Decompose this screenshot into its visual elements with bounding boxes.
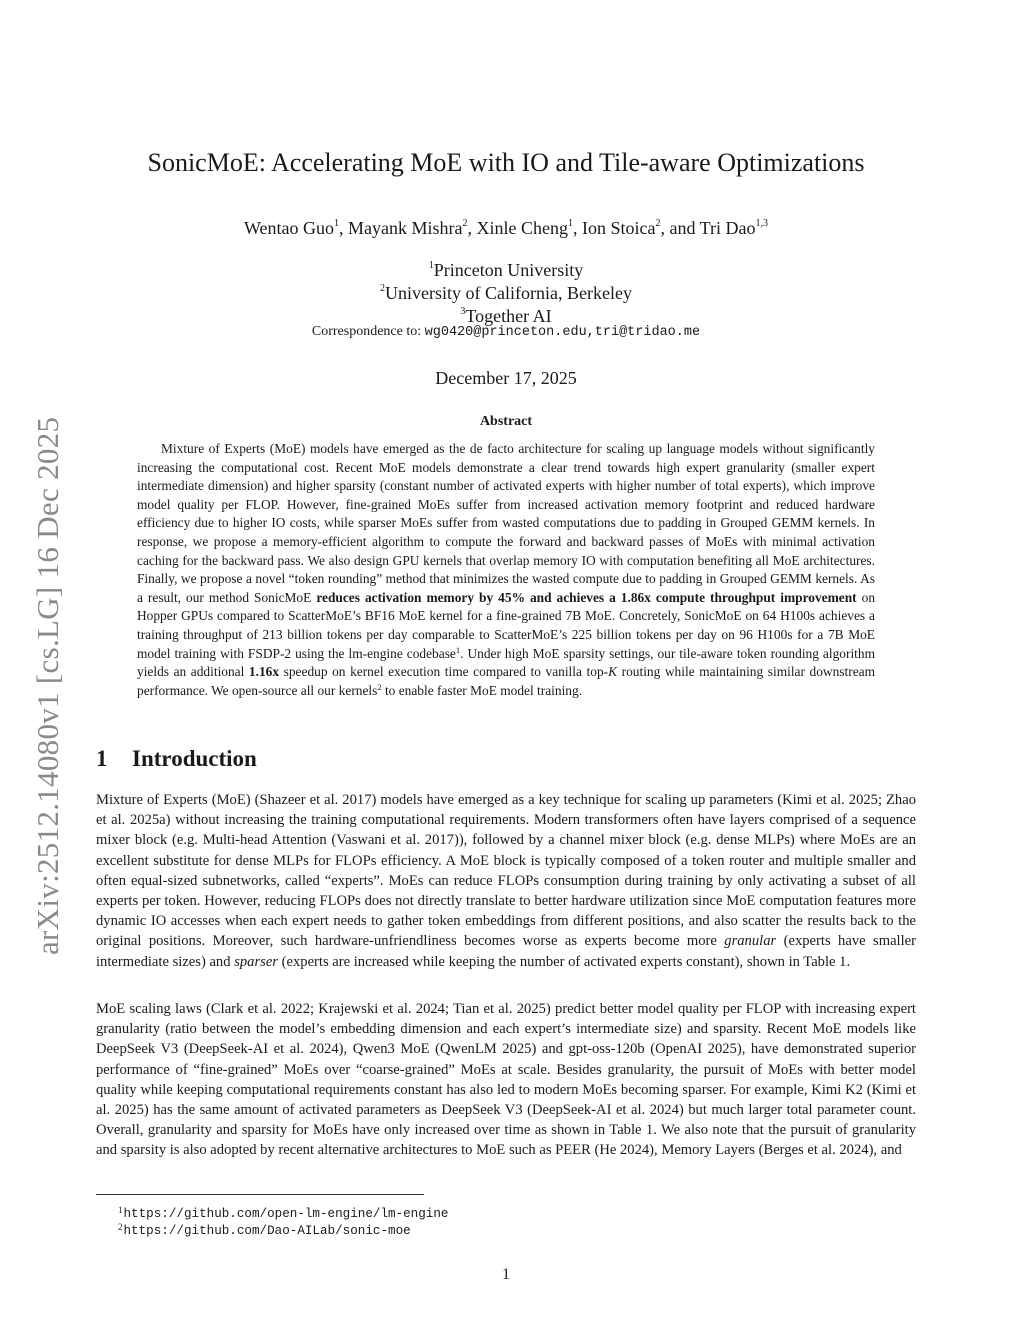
author-name: Tri Dao — [699, 218, 756, 238]
abstract-text: speedup on kernel execution time compared to vanilla top- — [279, 664, 609, 680]
author-name: Xinle Cheng — [476, 218, 568, 238]
abstract-text: . Under high MoE sparsity settings, our tile-aware token rounding algorithm yields an additional — [137, 645, 875, 680]
paper-date: December 17, 2025 — [435, 368, 577, 388]
body-paragraph — [96, 790, 916, 972]
author-affiliation-mark: 1 — [334, 218, 339, 229]
affiliation-number: 1 — [428, 260, 434, 271]
section-number: 1 — [96, 746, 108, 771]
affiliation-number: 2 — [380, 283, 386, 294]
arxiv-identifier: arXiv:2512.14080v1 [cs.LG] 16 Dec 2025 — [30, 416, 65, 955]
affiliation-name: Princeton University — [433, 260, 584, 280]
paper-title: SonicMoE: Accelerating MoE with IO and Tile-aware Optimizations — [147, 148, 865, 177]
footnote-link[interactable]: https://github.com/Dao-AILab/sonic-moe — [123, 1224, 411, 1238]
footnote-marker[interactable]: 2 — [377, 681, 382, 692]
author-name: Wentao Guo — [243, 218, 334, 238]
author-affiliation-mark: 2 — [655, 218, 661, 229]
math-variable: K — [608, 664, 618, 680]
author-affiliation-mark: 2 — [462, 218, 468, 229]
author-affiliation-mark: 1,3 — [755, 218, 769, 229]
abstract-text: Mixture of Experts (MoE) models have emerged as the de facto architecture for scaling up language models without significantly increasing the computational cost. Recent MoE models demonstrate a clear trend towards high expert granularity (smaller expert intermediate dimension) and higher sparsity (constant number of activated experts with higher number of total experts), which improve model quality per FLOP. However, fine-grained MoEs suffer from increased activation memory footprint and reduced hardware efficiency due to higher IO costs, while sparser MoEs suffer from wasted computations due to padding in Grouped GEMM kernels. In response, we propose a memory-efficient algorithm to compute the forward and backward passes of MoEs with minimal activation caching for the backward pass. We also design GPU kernels that overlap memory IO with computation benefiting all MoE architectures. Finally, we propose a novel “token rounding” method that minimizes the wasted compute due to padding in Grouped GEMM kernels. As a result, our method SonicMoE — [137, 441, 875, 605]
abstract-bold-text: 1.16x — [248, 664, 280, 680]
correspondence-emails[interactable]: wg0420@princeton.edu,tri@tridao.me — [424, 325, 701, 340]
section-title: Introduction — [132, 746, 257, 771]
footnote — [118, 1219, 411, 1239]
footnote-divider — [96, 1194, 424, 1195]
body-paragraph: MoE scaling laws (Clark et al. 2022; Krajewski et al. 2024; Tian et al. 2025) predict better model quality per FLOP with increasing expert granularity (ratio between the model’s embedding dimension and each expert’s intermediate size) and sparsity. Recent MoE models like DeepSeek V3 (DeepSeek-AI et al. 2024), Qwen3 MoE (QwenLM 2025) and gpt-oss-120b (OpenAI 2025), have demonstrated superior performance of “fine-grained” MoEs over “coarse-grained” MoEs at scale. Besides granularity, the pursuit of MoEs with better model quality while keeping computational requirements constant has also led to modern MoEs becoming sparser. For example, Kimi K2 (Kimi et al. 2025) has the same amount of activated parameters as DeepSeek V3 (DeepSeek-AI et al. 2024) but much larger total parameter count. Overall, granularity and sparsity for MoEs have only increased over time as shown in Table 1. We also note that the pursuit of granularity and sparsity is also adopted by recent alternative architectures to MoE such as PEER (He 2024), Memory Layers (Berges et al. 2024), and — [96, 1001, 916, 1159]
author-separator: , and — [660, 218, 700, 238]
abstract-text: to enable faster MoE model training. — [381, 682, 583, 698]
italic-text: sparser — [234, 953, 278, 970]
footnote-marker[interactable]: 1 — [455, 644, 461, 655]
abstract-heading: Abstract — [479, 414, 533, 429]
author-separator: , — [467, 218, 477, 238]
paragraph-text: Mixture of Experts (MoE) (Shazeer et al. 2017) models have emerged as a key technique for scaling up parameters (Kimi et al. 2025; Zhao et al. 2025a) without increasing the training computational requirements. Modern transformers often have layers comprised of a sequence mixer block (e.g. Multi-head Attention (Vaswani et al. 2017)), followed by a channel mixer block (e.g. dense MLPs) where MoEs are an excellent substitute for dense MLPs for FLOPs efficiency. A MoE block is typically composed of a token router and multiple smaller and often equal-sized subnetworks, called “experts”. MoEs can reduce FLOPs consumption during training by only activating a subset of all experts per token. However, reducing FLOPs does not directly translate to better hardware utilization since MoE computation features more dynamic IO accesses when each expert needs to gather token embeddings from different positions, and also scatter the results back to the original positions. Moreover, such hardware-unfriendliness becomes worse as experts become more — [96, 792, 916, 950]
footnote-link[interactable]: https://github.com/open-lm-engine/lm-engine — [123, 1207, 449, 1221]
abstract-text: on Hopper GPUs compared to ScatterMoE’s BF16 MoE kernel for a fine-grained 7B MoE. Concretely, SonicMoE on 64 H100s achieves a training throughput of 213 billion tokens per day comparable to ScatterMoE’s 225 billion tokens per day on 96 H100s for a 7B MoE model training with FSDP-2 using the lm-engine codebase — [137, 589, 876, 661]
italic-text: granular — [724, 933, 777, 950]
paragraph-text: (experts have smaller intermediate sizes) and — [96, 933, 916, 970]
abstract-bold-text: reduces activation memory by 45% and achieves a 1.86x compute throughput improvement — [316, 589, 857, 605]
author-name: Mayank Mishra — [348, 218, 463, 238]
section-heading — [96, 744, 257, 774]
affiliation-name: University of California, Berkeley — [385, 283, 632, 303]
author-separator: , — [339, 218, 348, 238]
abstract-text: routing while maintaining similar downstream performance. We open-source all our kernels — [137, 664, 875, 698]
author-list — [0, 212, 1012, 240]
paragraph-text: (experts are increased while keeping the number of activated experts constant), shown in Table 1. — [277, 953, 851, 970]
footnote-number: 1 — [118, 1205, 123, 1215]
footnote-number: 2 — [118, 1222, 123, 1232]
author-separator: , — [572, 218, 582, 238]
affiliation-number: 3 — [460, 306, 466, 317]
author-name: Ion Stoica — [581, 218, 656, 238]
abstract-body — [137, 440, 875, 700]
affiliation-name: Together AI — [465, 306, 552, 326]
correspondence — [0, 322, 1012, 343]
correspondence-label: Correspondence to: — [311, 324, 422, 339]
author-affiliation-mark: 1 — [567, 218, 573, 229]
page-number: 1 — [502, 1266, 510, 1283]
